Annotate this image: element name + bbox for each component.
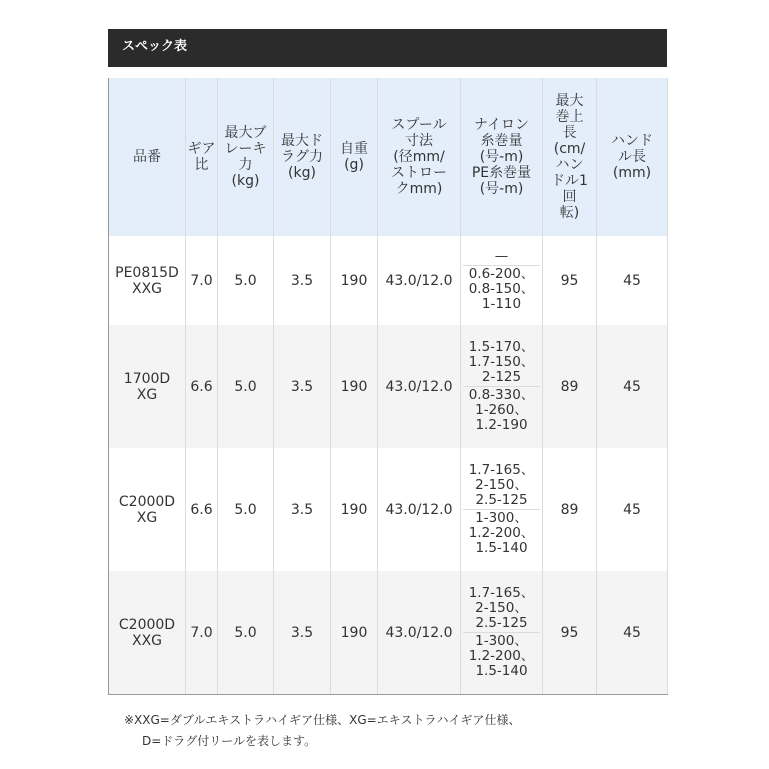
header-weight: 自重 (g) [331,78,378,236]
header-max-drag: 最大ド ラグ力 (kg) [274,78,331,236]
table-row [109,325,668,448]
cell-handle: 45 [597,448,668,571]
nylon-capacity: 1.7-165、 2-150、 2.5-125 [463,586,540,633]
header-max-brake: 最大ブ レーキ 力 (kg) [218,78,274,236]
cell-retrieve: 95 [543,571,597,695]
cell-max-brake: 5.0 [218,448,274,571]
cell-model: 1700D XG [109,325,186,448]
cell-gear: 7.0 [186,236,218,325]
header-model: 品番 [109,78,186,236]
nylon-capacity: 1.5-170、 1.7-150、 2-125 [463,340,540,387]
section-title: スペック表 [108,29,667,67]
cell-max-brake: 5.0 [218,571,274,695]
cell-model: C2000D XG [109,448,186,571]
cell-retrieve: 95 [543,236,597,325]
cell-max-brake: 5.0 [218,236,274,325]
cell-retrieve: 89 [543,325,597,448]
cell-gear: 7.0 [186,571,218,695]
pe-capacity: 0.8-330、 1-260、 1.2-190 [468,387,535,433]
cell-weight: 190 [331,571,378,695]
header-retrieve: 最大 巻上 長 (cm/ ハン ドル1 回 転) [543,78,597,236]
cell-handle: 45 [597,236,668,325]
header-gear: ギア 比 [186,78,218,236]
cell-spool: 43.0/12.0 [378,325,461,448]
cell-gear: 6.6 [186,325,218,448]
header-capacity: ナイロン 糸巻量 (号-m) PE糸巻量 (号-m) [461,78,543,236]
table-row [109,448,668,571]
cell-max-drag: 3.5 [274,325,331,448]
pe-capacity: 1-300、 1.2-200、 1.5-140 [468,510,535,556]
cell-handle: 45 [597,571,668,695]
spec-table [108,78,668,695]
cell-capacity [461,325,543,448]
cell-weight: 190 [331,236,378,325]
nylon-capacity: 1.7-165、 2-150、 2.5-125 [463,463,540,510]
cell-max-drag: 3.5 [274,236,331,325]
cell-max-brake: 5.0 [218,325,274,448]
header-handle: ハンド ル長 (mm) [597,78,668,236]
cell-weight: 190 [331,448,378,571]
cell-handle: 45 [597,325,668,448]
cell-spool: 43.0/12.0 [378,571,461,695]
cell-model: C2000D XXG [109,571,186,695]
cell-max-drag: 3.5 [274,448,331,571]
nylon-capacity: — [463,249,540,266]
cell-capacity [461,448,543,571]
header-spool: スプール 寸法 (径mm/ ストロー クmm) [378,78,461,236]
cell-spool: 43.0/12.0 [378,448,461,571]
cell-capacity [461,236,543,325]
cell-gear: 6.6 [186,448,218,571]
pe-capacity: 0.6-200、 0.8-150、 1-110 [468,266,535,312]
cell-model: PE0815D XXG [109,236,186,325]
cell-weight: 190 [331,325,378,448]
cell-retrieve: 89 [543,448,597,571]
table-row [109,571,668,695]
pe-capacity: 1-300、 1.2-200、 1.5-140 [468,633,535,679]
cell-capacity [461,571,543,695]
footnote-line-2: D=ドラグ付リールを表します。 [142,734,317,748]
cell-max-drag: 3.5 [274,571,331,695]
cell-spool: 43.0/12.0 [378,236,461,325]
footnote-line-1: ※XXG=ダブルエキストラハイギア仕様、XG=エキストラハイギア仕様、 [124,713,521,727]
footnote [124,710,664,752]
table-row [109,236,668,325]
header-row [109,78,668,236]
